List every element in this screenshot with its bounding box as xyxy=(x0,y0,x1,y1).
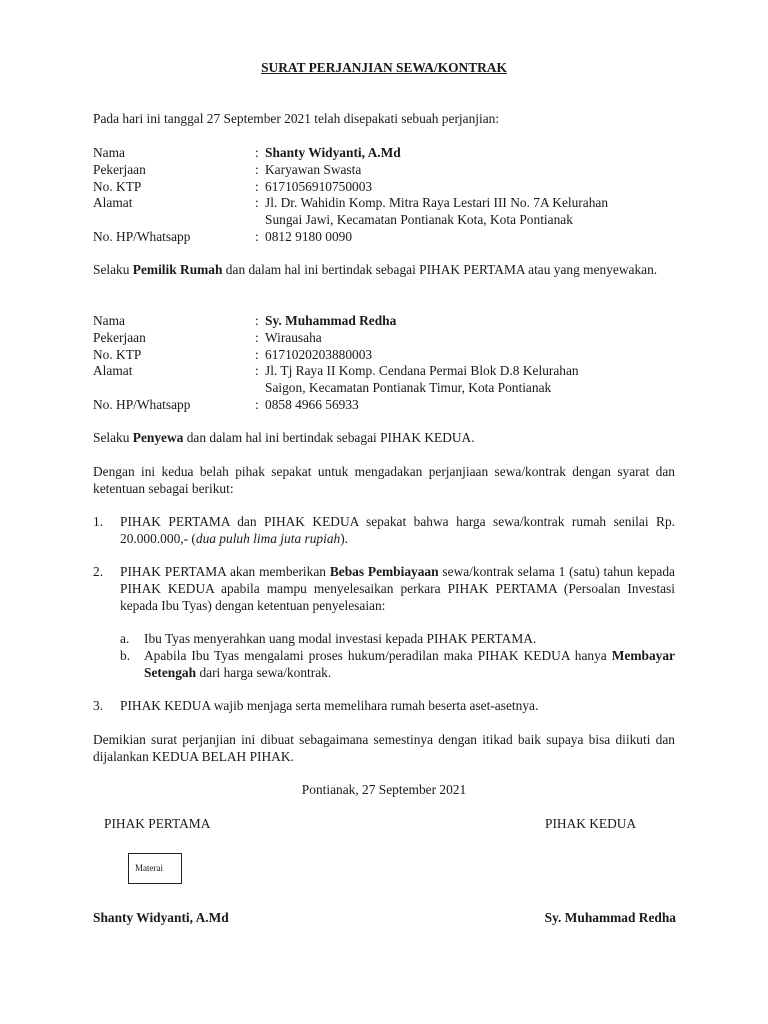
label-pekerjaan: Pekerjaan xyxy=(93,329,146,345)
clause-number: 1. xyxy=(93,514,104,529)
clause-two-sub-b xyxy=(120,648,675,682)
left-signatory-name: Shanty Widyanti, A.Md xyxy=(93,910,229,925)
colon: : xyxy=(255,329,259,345)
clause-three xyxy=(93,698,675,715)
clause-three-text: PIHAK KEDUA wajib menjaga serta memelihara rumah beserta aset-asetnya. xyxy=(120,698,539,713)
label-nama: Nama xyxy=(93,145,125,160)
role-one-pre: Selaku xyxy=(93,262,133,277)
right-signatory-name: Sy. Muhammad Redha xyxy=(544,910,676,925)
clause-number: 3. xyxy=(93,698,104,713)
party-two-details xyxy=(93,313,675,414)
party-two-address-line2: Saigon, Kecamatan Pontianak Timur, Kota Pontianak xyxy=(265,380,552,396)
closing-paragraph: Demikian surat perjanjian ini dibuat sebagaimana semestinya dengan itikad baik supaya bisa diikuti dan dijalankan KEDUA BELAH PIHAK. xyxy=(93,732,675,764)
colon: : xyxy=(255,363,259,379)
document-title: SURAT PERJANJIAN SEWA/KONTRAK xyxy=(261,60,507,75)
label-alamat: Alamat xyxy=(93,195,133,211)
role-one-paragraph xyxy=(93,262,675,279)
party-one-job-row xyxy=(93,162,675,179)
clause-two-end: sewa/kontrak selama 1 (satu) tahun kepada PIHAK KEDUA apabila mampu menyelesaikan perkara PIHAK PERTAMA (Persoalan Investasi kepada Ibu Tyas) dengan ketentuan penyelesaian: xyxy=(120,564,675,613)
clause-one xyxy=(93,514,675,548)
party-one-address-line1: Jl. Dr. Wahidin Komp. Mitra Raya Lestari III No. 7A Kelurahan xyxy=(265,195,609,211)
party-two-ktp: 6171020203880003 xyxy=(265,346,373,362)
clause-one-italic: dua puluh lima juta rupiah xyxy=(195,530,341,546)
colon: : xyxy=(255,178,259,194)
right-role-label: PIHAK KEDUA xyxy=(545,816,637,831)
colon: : xyxy=(255,145,259,160)
role-one-bold: Pemilik Rumah xyxy=(132,262,223,277)
colon: : xyxy=(255,228,259,244)
clause-two-text: PIHAK PERTAMA akan memberikan xyxy=(120,564,330,579)
sub-b-bold: Membayar Setengah xyxy=(144,648,675,680)
party-two-name-row xyxy=(93,313,675,330)
sub-a-text: Ibu Tyas menyerahkan uang modal investasi kepada PIHAK PERTAMA. xyxy=(144,631,537,646)
party-two-job: Wirausaha xyxy=(265,329,322,345)
party-one-phone-row xyxy=(93,229,675,246)
label-pekerjaan: Pekerjaan xyxy=(93,161,146,177)
intro-paragraph: Pada hari ini tanggal 27 September 2021 telah disepakati sebuah perjanjian: xyxy=(93,111,500,126)
colon: : xyxy=(255,195,259,211)
clause-one-end: ). xyxy=(340,530,349,546)
sub-number: a. xyxy=(120,631,130,646)
left-role-label: PIHAK PERTAMA xyxy=(104,816,211,831)
role-one-post: dan dalam hal ini bertindak sebagai PIHAK PERTAMA atau yang menyewakan. xyxy=(222,262,658,277)
role-two-pre: Selaku xyxy=(93,430,133,445)
sub-number: b. xyxy=(120,648,131,663)
label-hp: No. HP/Whatsapp xyxy=(93,396,191,412)
party-one-name: Shanty Widyanti, A.Md xyxy=(265,145,401,160)
clause-two-sub-a xyxy=(120,631,675,648)
party-one-details xyxy=(93,145,675,246)
party-two-address-row xyxy=(93,363,675,397)
party-one-ktp: 6171056910750003 xyxy=(265,178,373,194)
party-one-name-row xyxy=(93,145,675,162)
label-ktp: No. KTP xyxy=(93,346,142,362)
party-two-name: Sy. Muhammad Redha xyxy=(265,313,397,328)
place-date: Pontianak, 27 September 2021 xyxy=(301,782,467,797)
label-ktp: No. KTP xyxy=(93,178,142,194)
colon: : xyxy=(255,313,259,328)
party-one-address-line2: Sungai Jawi, Kecamatan Pontianak Kota, Kota Pontianak xyxy=(265,212,573,228)
party-two-address-line1: Jl. Tj Raya II Komp. Cendana Permai Blok D.8 Kelurahan xyxy=(265,363,579,379)
clause-one-text: PIHAK PERTAMA dan PIHAK KEDUA sepakat bahwa harga sewa/kontrak rumah senilai Rp. 20.000.000,- ( xyxy=(120,514,675,546)
colon: : xyxy=(255,161,259,177)
agreement-intro: Dengan ini kedua belah pihak sepakat untuk mengadakan perjanjiaan sewa/kontrak dengan syarat dan ketentuan sebagai berikut: xyxy=(93,464,675,496)
sub-b-end: dari harga sewa/kontrak. xyxy=(196,664,332,680)
party-one-address-row xyxy=(93,195,675,229)
party-one-ktp-row xyxy=(93,179,675,196)
role-two-paragraph xyxy=(93,430,675,447)
party-two-phone: 0858 4966 56933 xyxy=(265,396,359,412)
role-two-bold: Penyewa xyxy=(132,430,184,445)
label-nama: Nama xyxy=(93,313,125,328)
party-one-job: Karyawan Swasta xyxy=(265,161,362,177)
label-hp: No. HP/Whatsapp xyxy=(93,228,191,244)
sub-b-text: Apabila Ibu Tyas mengalami proses hukum/peradilan maka PIHAK KEDUA hanya xyxy=(144,648,612,663)
label-alamat: Alamat xyxy=(93,363,133,379)
clause-two-bold: Bebas Pembiayaan xyxy=(329,564,439,579)
party-two-ktp-row xyxy=(93,347,675,364)
party-one-phone: 0812 9180 0090 xyxy=(265,228,353,244)
colon: : xyxy=(255,396,259,412)
role-two-post: dan dalam hal ini bertindak sebagai PIHAK KEDUA. xyxy=(183,430,475,445)
party-two-job-row xyxy=(93,330,675,347)
clause-number: 2. xyxy=(93,564,104,579)
clause-two xyxy=(93,564,675,614)
colon: : xyxy=(255,346,259,362)
materai-stamp-box: Materai xyxy=(128,853,182,884)
party-two-phone-row xyxy=(93,397,675,414)
